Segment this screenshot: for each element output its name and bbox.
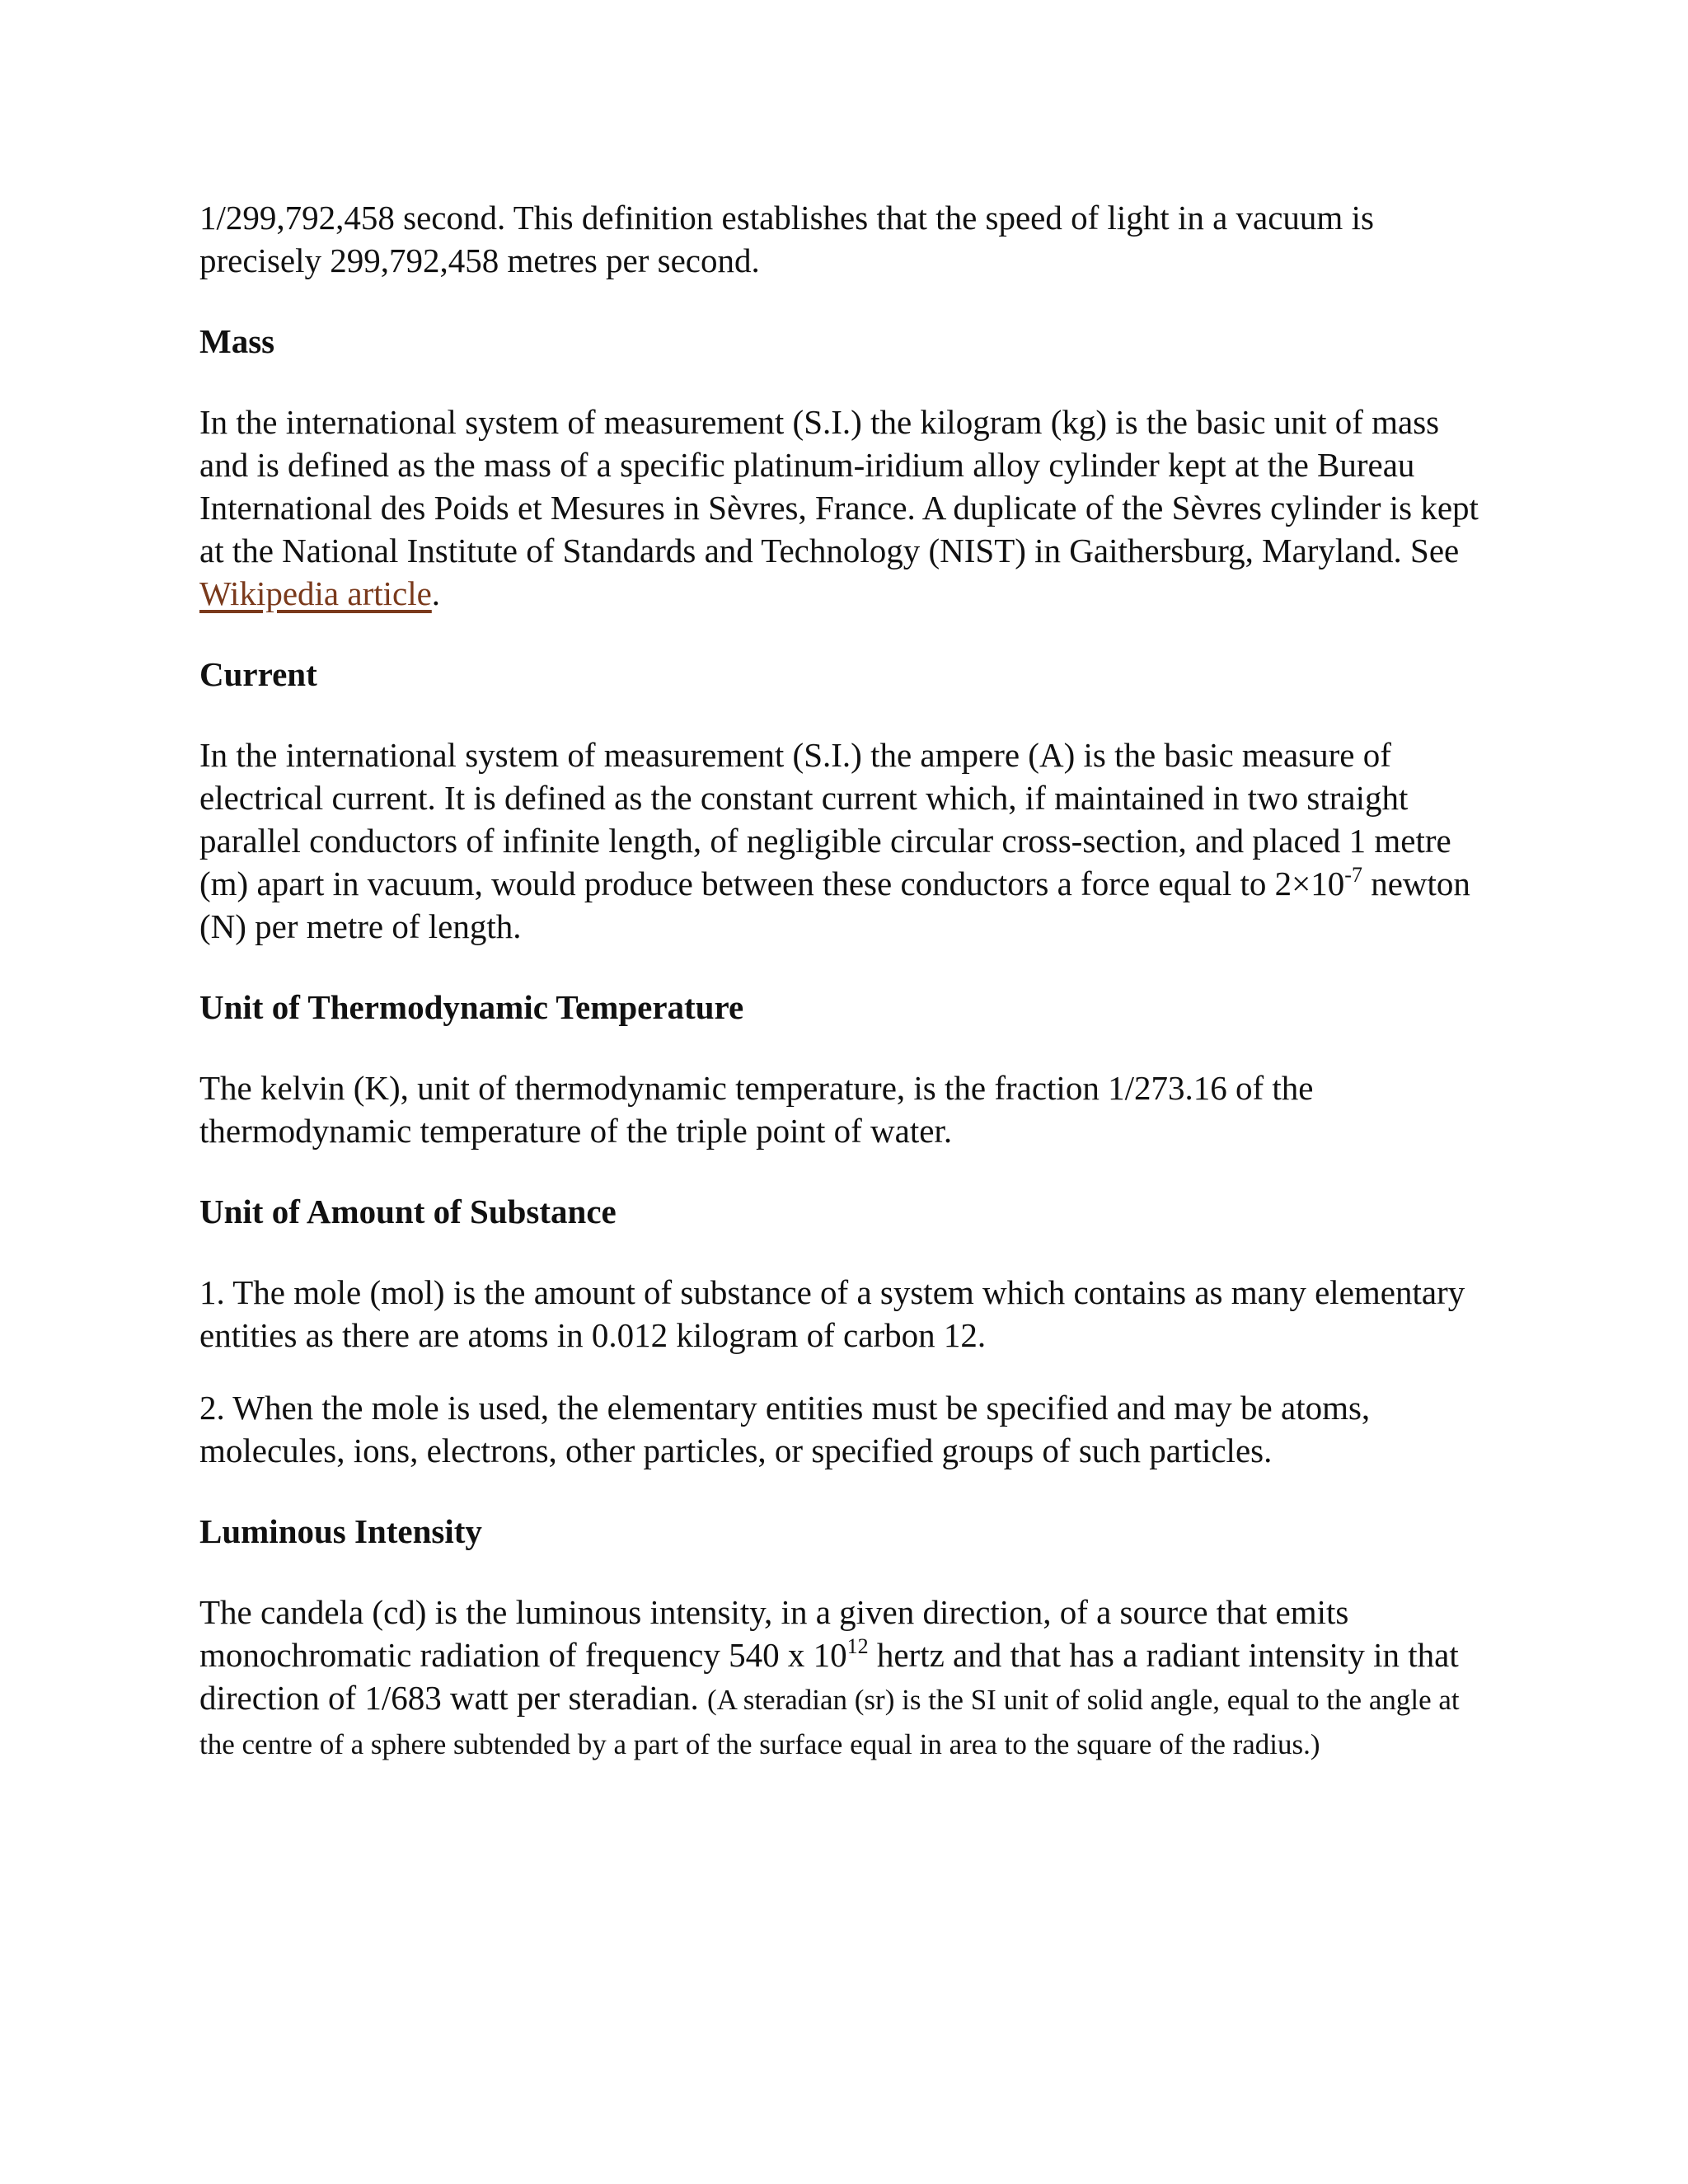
substance-paragraph-2: 2. When the mole is used, the elementary entities must be specified and may be atoms, molecules, ions, electrons, other particles, or specified groups of such particles. <box>199 1389 1371 1469</box>
wikipedia-article-link[interactable]: Wikipedia article <box>199 574 432 612</box>
luminous-heading: Luminous Intensity <box>199 1512 482 1550</box>
substance-heading: Unit of Amount of Substance <box>199 1193 617 1230</box>
luminous-paragraph <box>199 1591 1493 1765</box>
current-text-a: In the international system of measurement (S.I.) the ampere (A) is the basic measure of electrical current. It is defined as the constant current which, if maintained in two straight parallel conductors of infinite length, of negligible circular cross-section, and placed 1 metre (m) apart in vacuum, would produce between these conductors a force equal to 2×10 <box>199 736 1451 902</box>
document-body <box>199 196 1493 1803</box>
thermodynamic-paragraph: The kelvin (K), unit of thermodynamic temperature, is the fraction 1/273.16 of the thermodynamic temperature of the triple point of water. <box>199 1069 1314 1150</box>
luminous-exponent: 12 <box>846 1634 869 1658</box>
current-paragraph <box>199 733 1493 948</box>
intro-paragraph: 1/299,792,458 second. This definition establishes that the speed of light in a vacuum is precisely 299,792,458 metres per second. <box>199 199 1374 279</box>
steradian-note: (A steradian (sr) is the SI unit of solid angle, equal to the angle at the centre of a sphere subtended by a part of the surface equal in area to the square of the radius.) <box>199 1684 1460 1760</box>
mass-paragraph <box>199 401 1493 615</box>
mass-end: . <box>431 574 441 612</box>
mass-text: In the international system of measurement (S.I.) the kilogram (kg) is the basic unit of mass and is defined as the mass of a specific platinum-iridium alloy cylinder kept at the Bureau International des Poids et Mesures in Sèvres, France. A duplicate of the Sèvres cylinder is kept at the National Institute of Standards and Technology (NIST) in Gaithersburg, Maryland. See <box>199 403 1479 569</box>
current-exponent: -7 <box>1344 863 1362 887</box>
current-text-b: newton (N) per metre of length. <box>199 865 1470 945</box>
current-heading: Current <box>199 655 317 693</box>
substance-paragraph-1: 1. The mole (mol) is the amount of substance of a system which contains as many elementary entities as there are atoms in 0.012 kilogram of carbon 12. <box>199 1273 1465 1354</box>
luminous-text-b: hertz and that has a radiant intensity in that direction of 1/683 watt per steradian. <box>199 1636 1459 1717</box>
luminous-text-a: The candela (cd) is the luminous intensity, in a given direction, of a source that emits monochromatic radiation of frequency 540 x 10 <box>199 1593 1349 1674</box>
thermodynamic-heading: Unit of Thermodynamic Temperature <box>199 988 744 1026</box>
mass-heading: Mass <box>199 322 275 360</box>
